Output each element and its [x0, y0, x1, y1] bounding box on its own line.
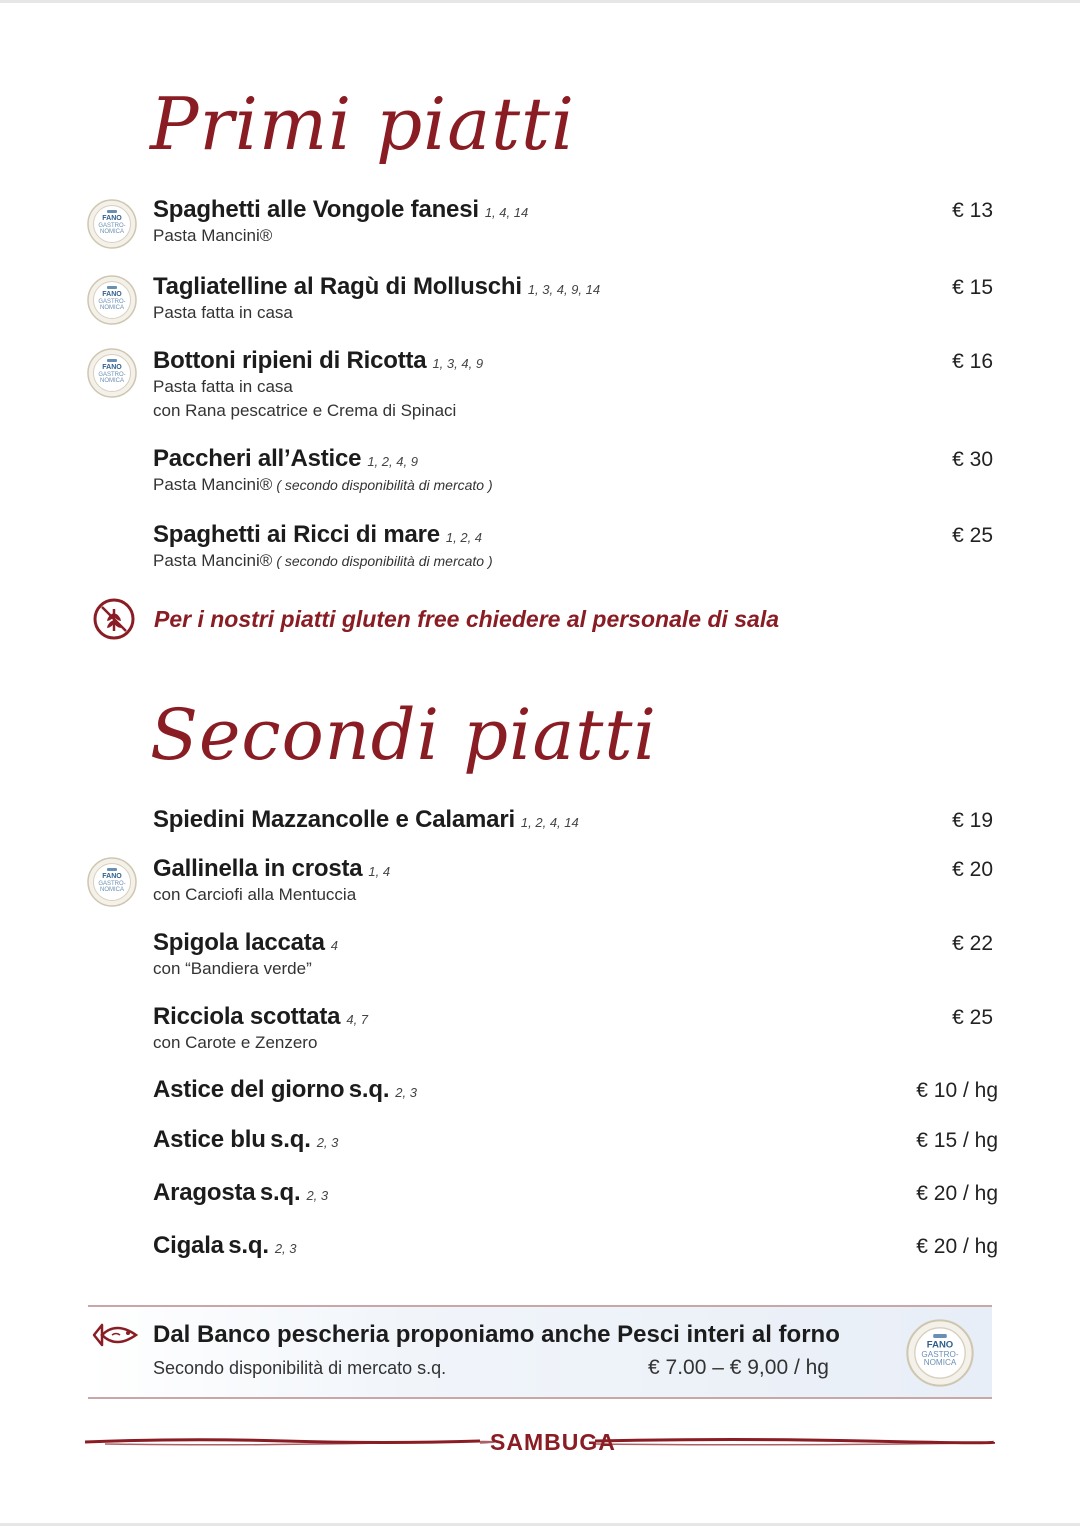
gluten-free-text: Per i nostri piatti gluten free chiedere al personale di sala — [154, 605, 780, 632]
item-name: Gallinella in crosta — [153, 855, 363, 882]
item-name: Astice del giorno — [153, 1076, 345, 1103]
item-subtitle: Pasta Mancini® — [153, 551, 273, 570]
svg-text:GASTRO-: GASTRO- — [98, 299, 126, 305]
svg-text:NOMICA: NOMICA — [100, 378, 124, 384]
item-allergens: 1, 4 — [368, 864, 391, 879]
item-name: Spaghetti alle Vongole fanesi — [153, 196, 479, 223]
svg-text:FANO: FANO — [102, 291, 122, 298]
fish-icon — [88, 1317, 144, 1353]
gluten-free-icon — [92, 597, 136, 641]
item-name: Spigola laccata — [153, 929, 325, 956]
page-top-border — [0, 0, 1080, 3]
section-title-secondi: Secondi piatti — [150, 694, 657, 776]
banco-pescheria-box — [88, 1305, 992, 1399]
item-subtitle: con Carote e Zenzero — [153, 1033, 318, 1052]
item-price: € 20 / hg — [916, 1235, 998, 1258]
item-allergens: 2, 3 — [395, 1085, 417, 1100]
svg-text:GASTRO-: GASTRO- — [921, 1350, 959, 1360]
item-price: € 25 — [952, 524, 993, 547]
item-allergens: 4 — [330, 938, 338, 953]
svg-text:GASTRO-: GASTRO- — [98, 223, 126, 229]
section-title-primi: Primi piatti — [150, 82, 576, 166]
item-subtitle: Pasta Mancini® — [153, 226, 273, 245]
menu-item — [153, 273, 993, 325]
item-allergens: 1, 3, 4, 9 — [432, 356, 484, 371]
menu-item — [153, 1003, 993, 1055]
item-name: Astice blu — [153, 1126, 266, 1153]
item-subtitle-2: con Rana pescatrice e Crema di Spinaci — [153, 401, 457, 420]
fano-gastronomica-badge-icon — [906, 1319, 974, 1387]
item-name: Cigala — [153, 1232, 224, 1259]
item-price: € 22 — [952, 932, 993, 955]
item-name: Tagliatelline al Ragù di Molluschi — [153, 273, 522, 300]
svg-text:GASTRO-: GASTRO- — [98, 881, 126, 887]
item-price: € 20 / hg — [916, 1182, 998, 1205]
fano-gastronomica-badge-icon — [87, 275, 137, 325]
menu-item — [153, 1076, 998, 1104]
fano-gastronomica-badge-icon — [87, 857, 137, 907]
item-name: Ricciola scottata — [153, 1003, 341, 1030]
banco-price: € 7.00 – € 9,00 / hg — [648, 1356, 829, 1379]
item-subtitle: con “Bandiera verde” — [153, 959, 312, 978]
svg-text:GASTRO-: GASTRO- — [98, 372, 126, 378]
item-allergens: 1, 4, 14 — [484, 205, 529, 220]
item-subtitle: Pasta fatta in casa — [153, 303, 293, 322]
item-note: ( secondo disponibilità di mercato ) — [276, 553, 493, 569]
item-price: € 19 — [952, 809, 993, 832]
item-allergens: 2, 3 — [306, 1188, 329, 1203]
item-allergens: 1, 2, 4, 14 — [520, 815, 579, 830]
item-name: Bottoni ripieni di Ricotta — [153, 347, 427, 374]
item-allergens: 4, 7 — [346, 1012, 369, 1027]
menu-item — [153, 445, 993, 497]
item-price: € 16 — [952, 350, 993, 373]
item-subtitle: Pasta fatta in casa — [153, 377, 293, 396]
item-price: € 10 / hg — [916, 1079, 998, 1102]
svg-text:NOMICA: NOMICA — [923, 1358, 957, 1368]
menu-item — [153, 806, 993, 834]
fano-gastronomica-badge-icon — [87, 348, 137, 398]
fano-gastronomica-badge-icon — [87, 199, 137, 249]
item-price: € 30 — [952, 448, 993, 471]
menu-item — [153, 1126, 998, 1154]
item-sq: s.q. — [348, 1076, 390, 1103]
menu-item — [153, 929, 993, 981]
item-sq: s.q. — [228, 1232, 269, 1259]
item-price: € 13 — [952, 199, 993, 222]
item-name: Paccheri all’Astice — [153, 445, 362, 472]
svg-text:FANO: FANO — [102, 215, 122, 222]
item-sq: s.q. — [259, 1179, 301, 1206]
menu-item — [153, 521, 993, 573]
item-price: € 15 — [952, 276, 993, 299]
svg-text:FANO: FANO — [102, 364, 122, 371]
svg-text:NOMICA: NOMICA — [100, 305, 124, 311]
item-allergens: 1, 2, 4, 9 — [367, 454, 418, 469]
banco-subtitle: Secondo disponibilità di mercato s.q. — [153, 1358, 447, 1378]
svg-text:NOMICA: NOMICA — [100, 229, 124, 235]
item-allergens: 1, 2, 4 — [445, 530, 483, 545]
item-price: € 20 — [952, 858, 993, 881]
item-price: € 25 — [952, 1006, 993, 1029]
menu-item — [153, 1179, 998, 1207]
item-price: € 15 / hg — [916, 1129, 998, 1152]
item-sq: s.q. — [270, 1126, 311, 1153]
item-subtitle: Pasta Mancini® — [153, 475, 273, 494]
footer-brand: SAMBUGA — [490, 1429, 616, 1455]
menu-item — [153, 855, 993, 907]
menu-item — [153, 1232, 998, 1260]
item-name: Spiedini Mazzancolle e Calamari — [153, 806, 515, 833]
svg-text:FANO: FANO — [926, 1339, 954, 1351]
banco-title: Dal Banco pescheria proponiamo anche Pesci interi al forno — [153, 1321, 840, 1348]
gluten-free-note — [92, 597, 779, 641]
item-allergens: 2, 3 — [274, 1241, 297, 1256]
menu-item — [153, 196, 993, 248]
svg-text:NOMICA: NOMICA — [100, 887, 124, 893]
svg-text:FANO: FANO — [102, 873, 122, 880]
item-allergens: 1, 3, 4, 9, 14 — [527, 282, 601, 297]
item-note: ( secondo disponibilità di mercato ) — [276, 477, 493, 493]
item-name: Aragosta — [153, 1179, 256, 1206]
item-allergens: 2, 3 — [316, 1135, 339, 1150]
item-name: Spaghetti ai Ricci di mare — [153, 521, 440, 548]
footer — [85, 1427, 995, 1457]
item-subtitle: con Carciofi alla Mentuccia — [153, 885, 357, 904]
menu-item — [153, 347, 993, 423]
